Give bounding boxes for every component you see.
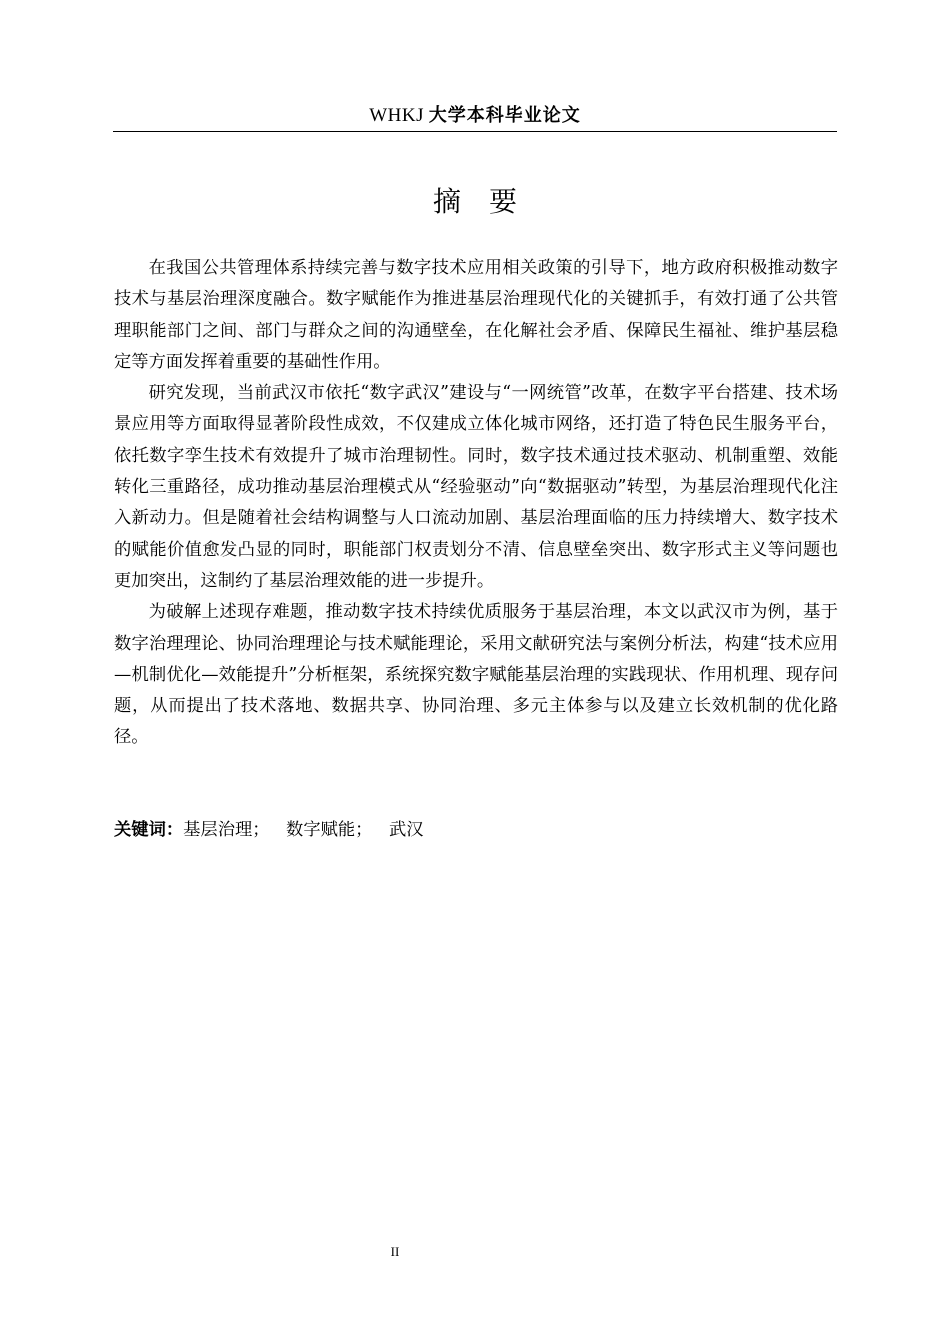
abstract-body bbox=[114, 253, 838, 754]
header-school-code: WHKJ bbox=[369, 105, 425, 126]
abstract-paragraph-2: 研究发现，当前武汉市依托“数字武汉”建设与“一网统管”改革，在数字平台搭建、技术场景应用等方面取得显著阶段性成效，不仅建成立体化城市网络，还打造了特色民生服务平台，依托数字孪生技术有效提升了城市治理韧性。同时，数字技术通过技术驱动、机制重塑、效能转化三重路径，成功推动基层治理模式从“经验驱动”向“数据驱动”转型，为基层治理现代化注入新动力。但是随着社会结构调整与人口流动加剧、基层治理面临的压力持续增大、数字技术的赋能价值愈发凸显的同时，职能部门权责划分不清、信息壁垒突出、数字形式主义等问题也更加突出，这制约了基层治理效能的进一步提升。 bbox=[114, 383, 838, 591]
running-header bbox=[113, 100, 837, 132]
header-rule bbox=[113, 131, 837, 132]
keyword-item: 基层治理； bbox=[183, 820, 270, 840]
abstract-paragraph-3: 为破解上述现存难题，推动数字技术持续优质服务于基层治理，本文以武汉市为例，基于数字治理理论、协同治理理论与技术赋能理论，采用文献研究法与案例分析法，构建“技术应用—机制优化—效能提升”分析框架，系统探究数字赋能基层治理的实践现状、作用机理、现存问题，从而提出了技术落地、数据共享、协同治理、多元主体参与以及建立长效机制的优化路径。 bbox=[114, 602, 838, 748]
page-number: II bbox=[390, 1244, 400, 1259]
keyword-item: 数字赋能； bbox=[286, 820, 373, 840]
abstract-title: 摘要 bbox=[432, 185, 545, 218]
keyword-item: 武汉 bbox=[388, 820, 424, 840]
header-title: 大学本科毕业论文 bbox=[428, 105, 581, 126]
keywords-line bbox=[114, 814, 838, 846]
keywords-label: 关键词： bbox=[114, 820, 184, 840]
abstract-paragraph-1: 在我国公共管理体系持续完善与数字技术应用相关政策的引导下，地方政府积极推动数字技术与基层治理深度融合。数字赋能作为推进基层治理现代化的关键抓手，有效打通了公共管理职能部门之间、部门与群众之间的沟通壁垒，在化解社会矛盾、保障民生福祉、维护基层稳定等方面发挥着重要的基础性作用。 bbox=[114, 258, 838, 372]
